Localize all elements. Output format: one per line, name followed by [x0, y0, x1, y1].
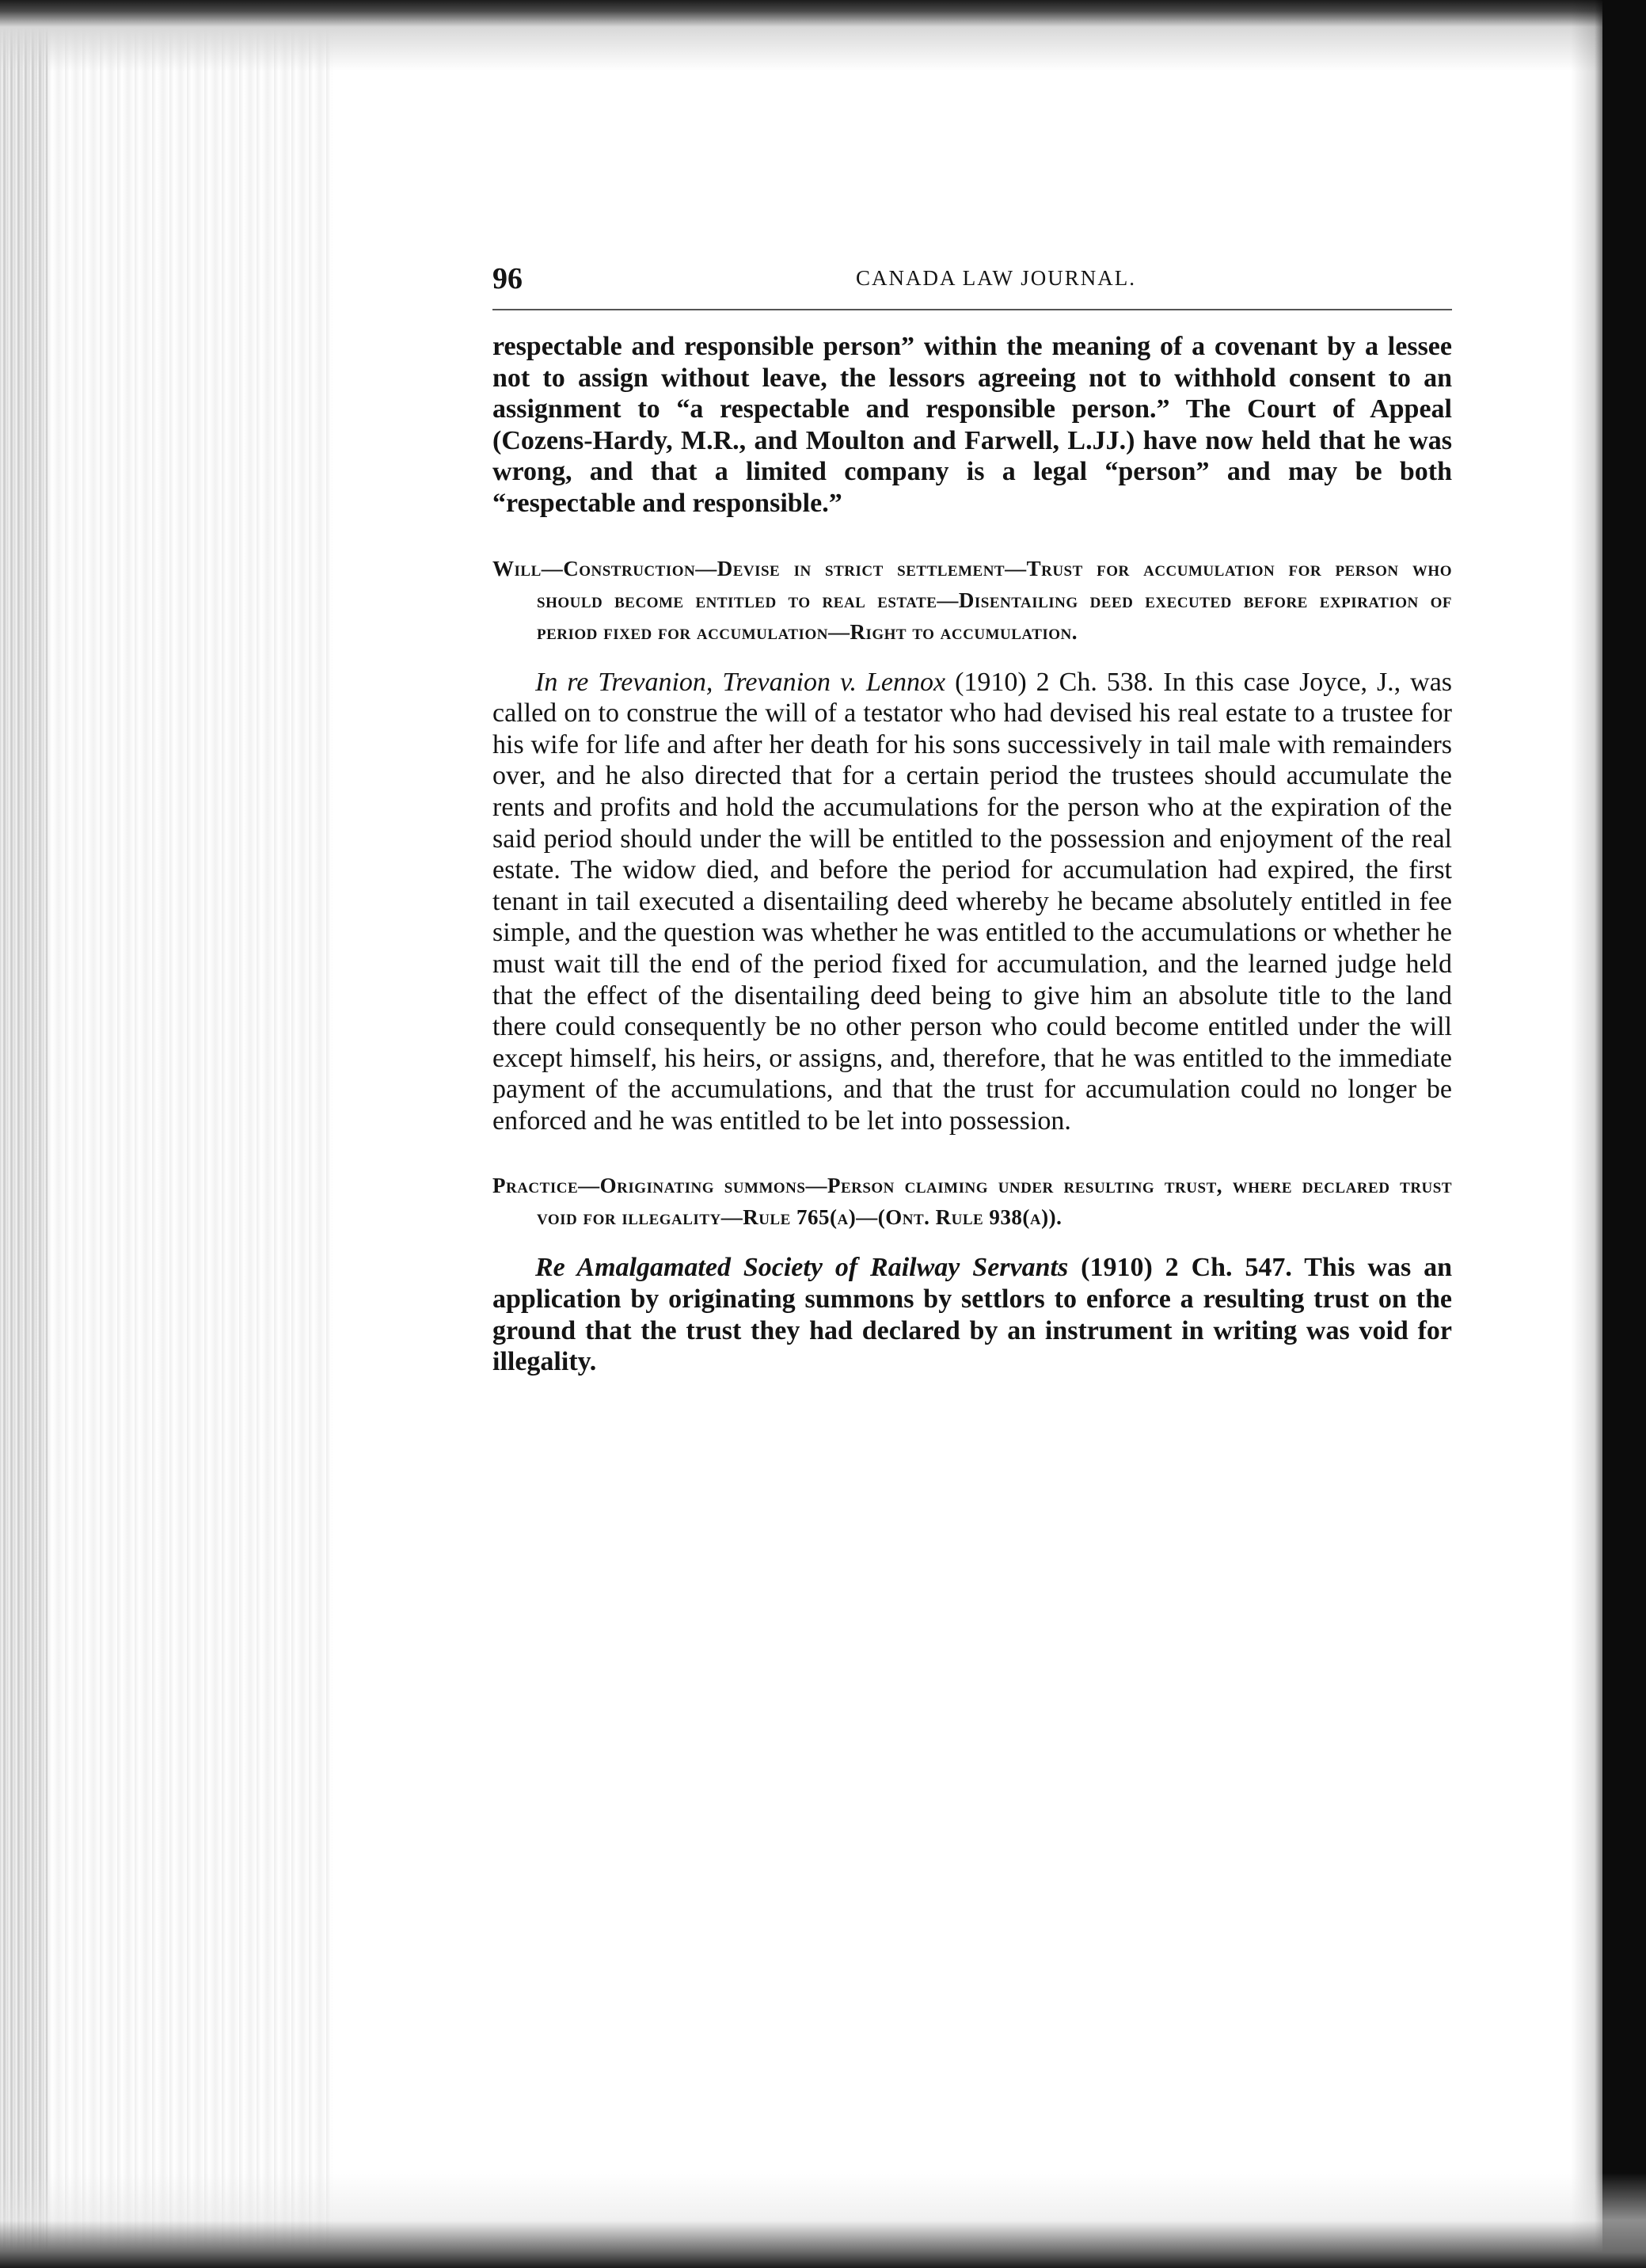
- scan-shadow-top: [0, 0, 1646, 71]
- section-heading-will-construction: Will—Construction—Devise in strict settlement—Trust for accumulation for person who should become entitled to real estate—Disentailing deed executed before expiration of period fixed for accumulation—Right to accumulation.: [492, 556, 1452, 644]
- journal-page: [492, 261, 1452, 1405]
- case-paragraph-trevanion: [492, 667, 1452, 1137]
- journal-title: CANADA LAW JOURNAL.: [855, 266, 1137, 290]
- case-paragraph-amalgamated: [492, 1252, 1452, 1377]
- case-body: In this case Joyce, J., was called on to construe the will of a testator who had devised his real estate to a trustee for his wife for life and after her death for his sons successively in tail male with remainders over, and he also directed that for a certain period the trustees should accumulate the rents and profits and hold the accumulations for the person who at the expiration of the said period should under the will be entitled to the possession and enjoyment of the real estate. The widow died, and before the period for accumulation had expired, the first tenant in tail executed a disentailing deed whereby he became absolutely entitled in fee simple, and the question was whether he was entitled to the accumulations or whether he must wait till the end of the period fixed for accumulation, and the learned judge held that the effect of the disentailing deed being to give him an absolute title to the land there could consequently be no other person who could become entitled under the will except himself, his heirs, or assigns, and, therefore, that he was entitled to the immediate payment of the accumulations, and that the trust for accumulation could no longer be enforced and he was entitled to be let into possession.: [492, 667, 1453, 1136]
- case-body: This was an application by originating summons by settlors to enforce a resulting trust on the ground that the trust they had declared by an instrument in writing was void for illegality.: [492, 1253, 1452, 1377]
- section-heading-practice: Practice—Originating summons—Person claiming under resulting trust, where declared trust void for illegality—Rule 765(a)—(Ont. Rule 938(a)).: [492, 1174, 1452, 1230]
- intro-paragraph: respectable and responsible person” within the meaning of a covenant by a lessee not to assign without leave, the lessors agreeing not to withhold consent to an assignment to “a respectable and responsible person.” The Court of Appeal (Cozens-Hardy, M.R., and Moulton and Farwell, L.JJ.) have now held that he was wrong, and that a limited company is a legal “person” and may be both “respectable and responsible.”: [492, 332, 1452, 518]
- running-head: [492, 261, 1452, 310]
- scan-shadow-left: [0, 0, 48, 2268]
- case-citation: (1910) 2 Ch. 538.: [955, 667, 1154, 697]
- page-number: 96: [492, 262, 523, 295]
- case-citation: (1910) 2 Ch. 547.: [1081, 1253, 1292, 1283]
- case-name: Re Amalgamated Society of Railway Servants: [535, 1253, 1069, 1283]
- scan-shadow-bottom: [0, 2173, 1646, 2268]
- case-name: In re Trevanion, Trevanion v. Lennox: [535, 667, 946, 697]
- scan-border-right: [1602, 0, 1646, 2268]
- scan-gutter-left: [48, 0, 333, 2268]
- scan-shadow-right-edge: [1571, 0, 1602, 2268]
